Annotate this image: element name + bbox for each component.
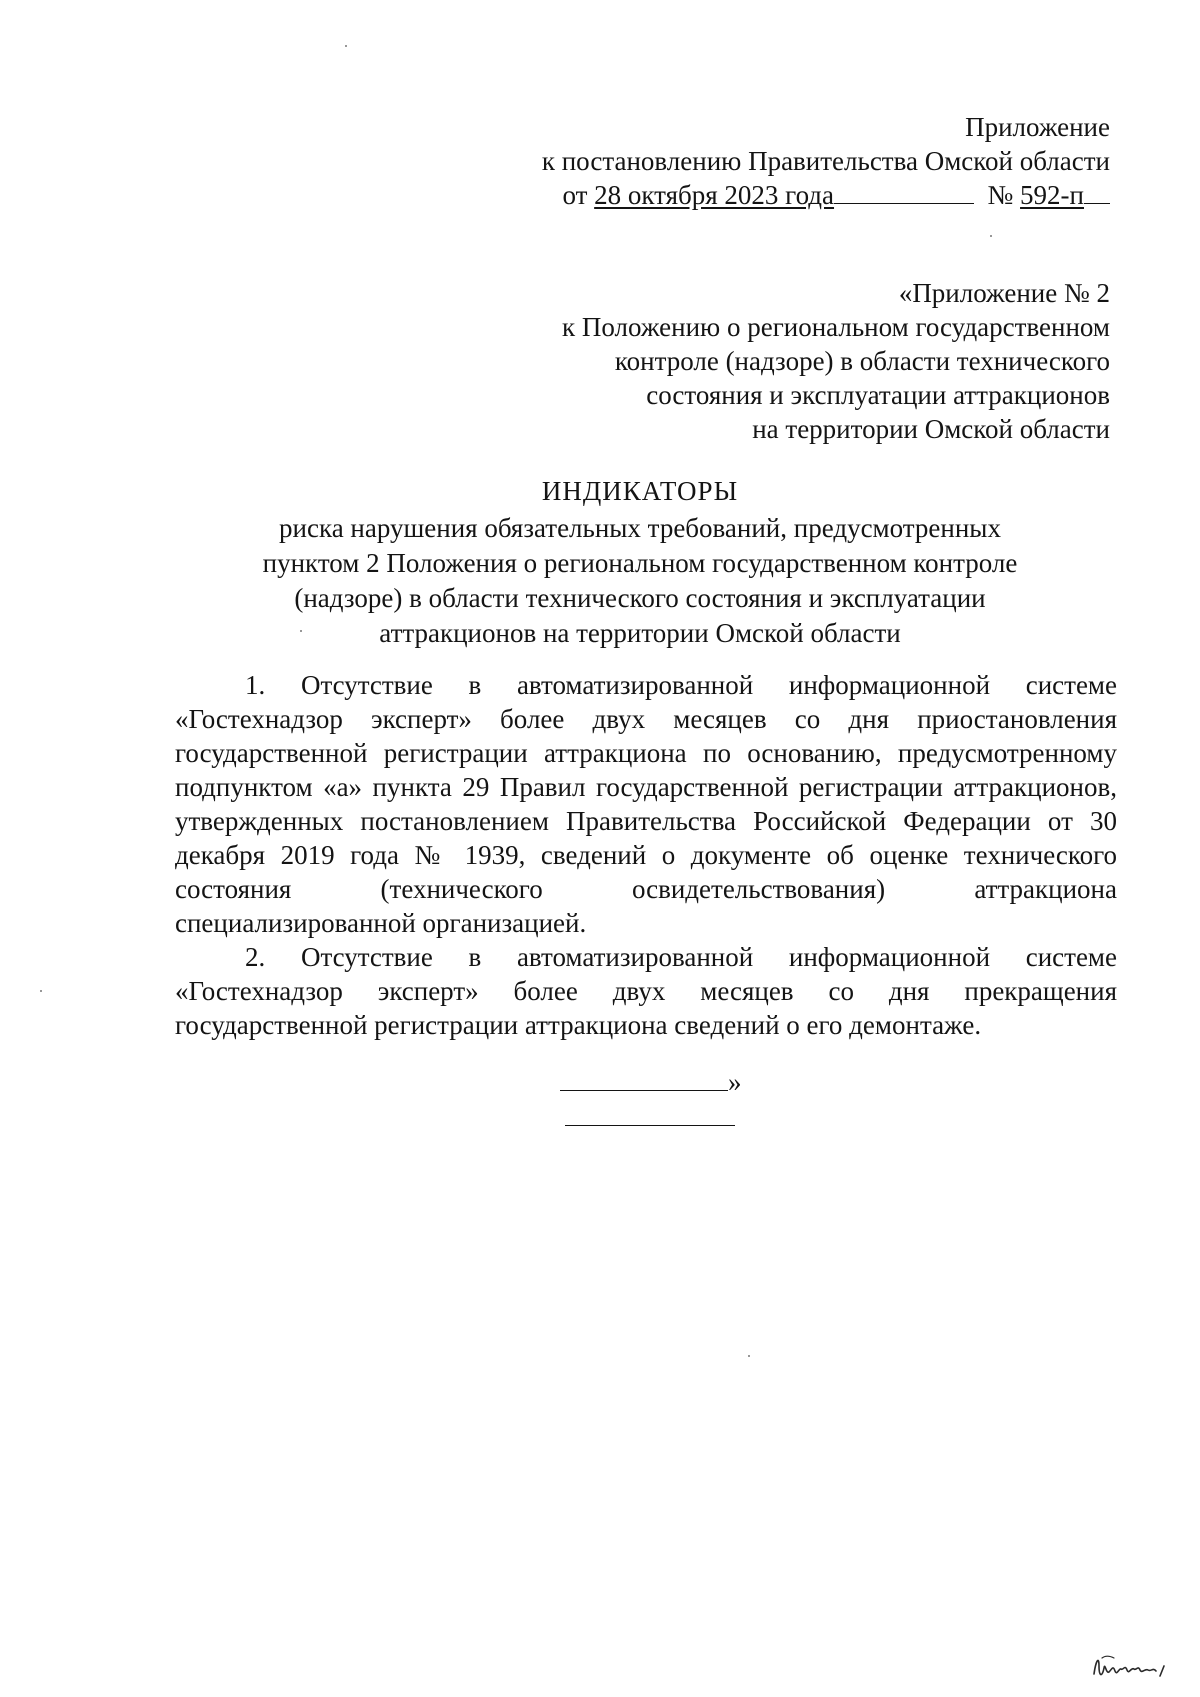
header-number: 592-п — [1020, 180, 1084, 210]
appendix-label: «Приложение № 2 — [898, 278, 1110, 308]
heading-line-4: аттракционов на территории Омской области — [379, 618, 901, 648]
document-heading — [170, 474, 1110, 651]
resolution-header — [542, 110, 1110, 212]
scan-speck — [300, 630, 302, 632]
number-blank-line — [1084, 203, 1110, 204]
paragraph-1: 1. Отсутствие в автоматизированной информационной системе «Гостехнадзор эксперт» более двух месяцев со дня приостановления государственной регистрации аттракциона по основанию, предусмотренному подпунктом «а» пункта 29 Правил государственной регистрации аттракционов, утвержденных постановлением Правительства Российской Федерации от 30 декабря 2019 года № 1939, сведений о документе об оценке технического состояния (технического освидетельствования) аттракциона специализированной организацией. — [175, 670, 1117, 938]
scan-speck — [748, 1355, 750, 1357]
closing-blank-line — [560, 1090, 728, 1091]
document-title: ИНДИКАТОРЫ — [541, 476, 739, 506]
scan-speck — [40, 990, 42, 992]
header-date-number-line — [542, 178, 1110, 212]
appendix-line-4: состояния и эксплуатации аттракционов — [646, 380, 1110, 410]
appendix-line-2: к Положению о региональном государственном — [562, 312, 1110, 342]
heading-line-1: риска нарушения обязательных требований, предусмотренных — [279, 513, 1001, 543]
appendix-line-3: контроле (надзоре) в области технического — [614, 346, 1110, 376]
closing-quote: » — [728, 1067, 742, 1097]
heading-line-2: пунктом 2 Положения о региональном государственном контроле — [262, 548, 1018, 578]
document-body — [175, 668, 1117, 1042]
scan-speck — [990, 235, 992, 237]
header-date: 28 октября 2023 года — [594, 180, 835, 210]
date-blank-line — [834, 203, 974, 204]
closing-mark — [560, 1067, 742, 1097]
end-separator-line — [565, 1125, 735, 1126]
header-resolution-title: к постановлению Правительства Омской области — [541, 146, 1110, 176]
handwritten-initials-signature — [1090, 1650, 1180, 1684]
scan-speck — [345, 45, 347, 47]
heading-line-3: (надзоре) в области технического состояния и эксплуатации — [294, 583, 986, 613]
header-number-sign: № — [987, 180, 1014, 210]
paragraph-2: 2. Отсутствие в автоматизированной информационной системе «Гостехнадзор эксперт» более двух месяцев со дня прекращения государственной регистрации аттракциона сведений о его демонтаже. — [175, 942, 1117, 1040]
header-appendix-label: Приложение — [965, 112, 1110, 142]
appendix-header — [562, 276, 1110, 446]
appendix-line-5: на территории Омской области — [752, 414, 1110, 444]
header-from-prefix: от — [562, 180, 588, 210]
